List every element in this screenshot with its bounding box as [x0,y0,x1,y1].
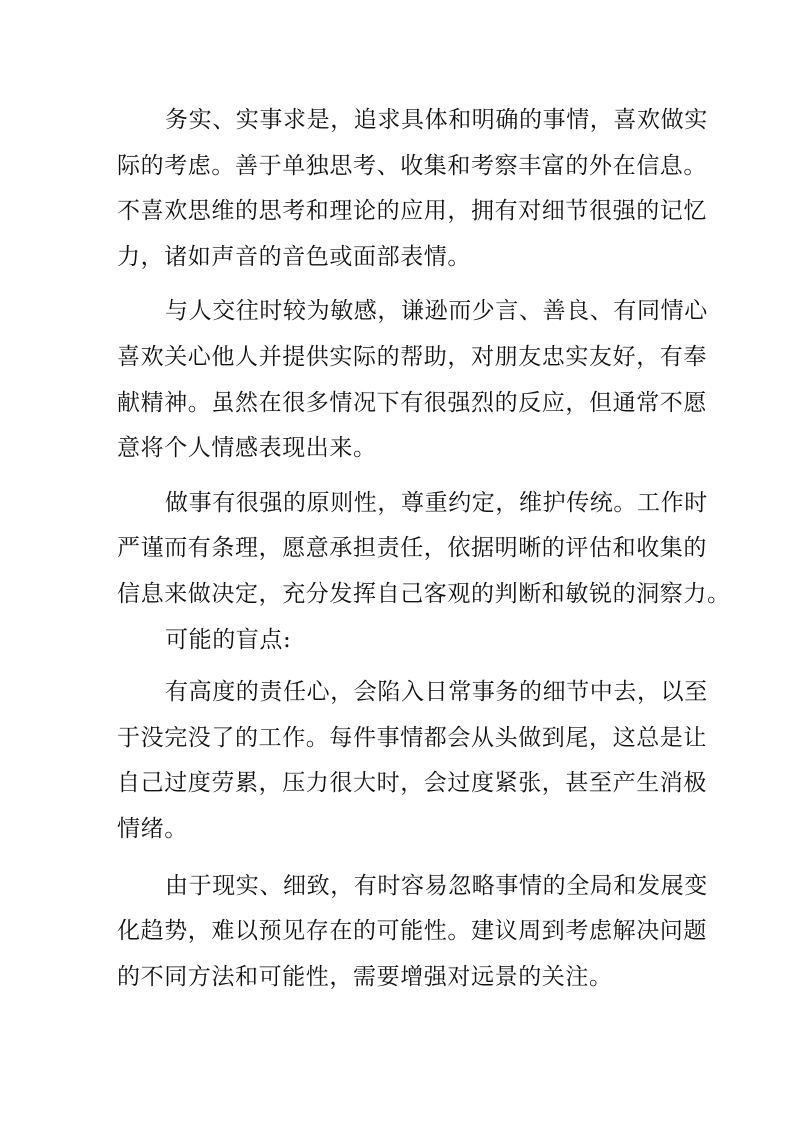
text-line: 喜欢关心他人并提供实际的帮助，对朋友忠实友好，有奉 [117,343,707,370]
text-line: 意将个人情感表现出来。 [117,435,377,462]
text-line: 由于现实、细致，有时容易忽略事情的全局和发展变 [165,872,708,899]
text-line: 于没完没了的工作。每件事情都会从头做到尾，这总是让 [117,724,707,751]
text-line: 的不同方法和可能性，需要增强对远景的关注。 [117,963,613,990]
paragraph-4 [117,670,708,852]
text-line: 化趋势，难以预见存在的可能性。建议周到考虑解决问题 [117,918,707,945]
text-line: 做事有很强的原则性，尊重约定，维护传统。工作时 [165,489,708,516]
paragraph-1 [117,98,708,280]
text-line: 力，诸如声音的音色或面部表情。 [117,243,471,270]
text-line: 情绪。 [117,815,188,842]
blind-spots-heading [117,618,683,664]
text-line: 有高度的责任心，会陷入日常事务的细节中去，以至 [165,679,708,706]
paragraph-3 [117,481,731,618]
paragraph-5 [117,864,708,1001]
paragraph-2 [117,289,708,471]
text-line: 际的考虑。善于单独思考、收集和考察丰富的外在信息。 [117,152,707,179]
document-body [117,98,731,1000]
text-line: 自己过度劳累，压力很大时，会过度紧张，甚至产生消极 [117,770,707,797]
section-heading: 可能的盲点: [165,626,292,653]
text-line: 务实、实事求是，追求具体和明确的事情，喜欢做实 [165,107,708,133]
text-line: 与人交往时较为敏感，谦逊而少言、善良、有同情心 [165,298,708,325]
text-line: 不喜欢思维的思考和理论的应用，拥有对细节很强的记忆 [117,198,707,225]
text-line: 信息来做决定，充分发挥自己客观的判断和敏锐的洞察力。 [117,580,731,607]
text-line: 严谨而有条理，愿意承担责任，依据明晰的评估和收集的 [117,535,707,562]
text-line: 献精神。虽然在很多情况下有很强烈的反应，但通常不愿 [117,389,707,416]
